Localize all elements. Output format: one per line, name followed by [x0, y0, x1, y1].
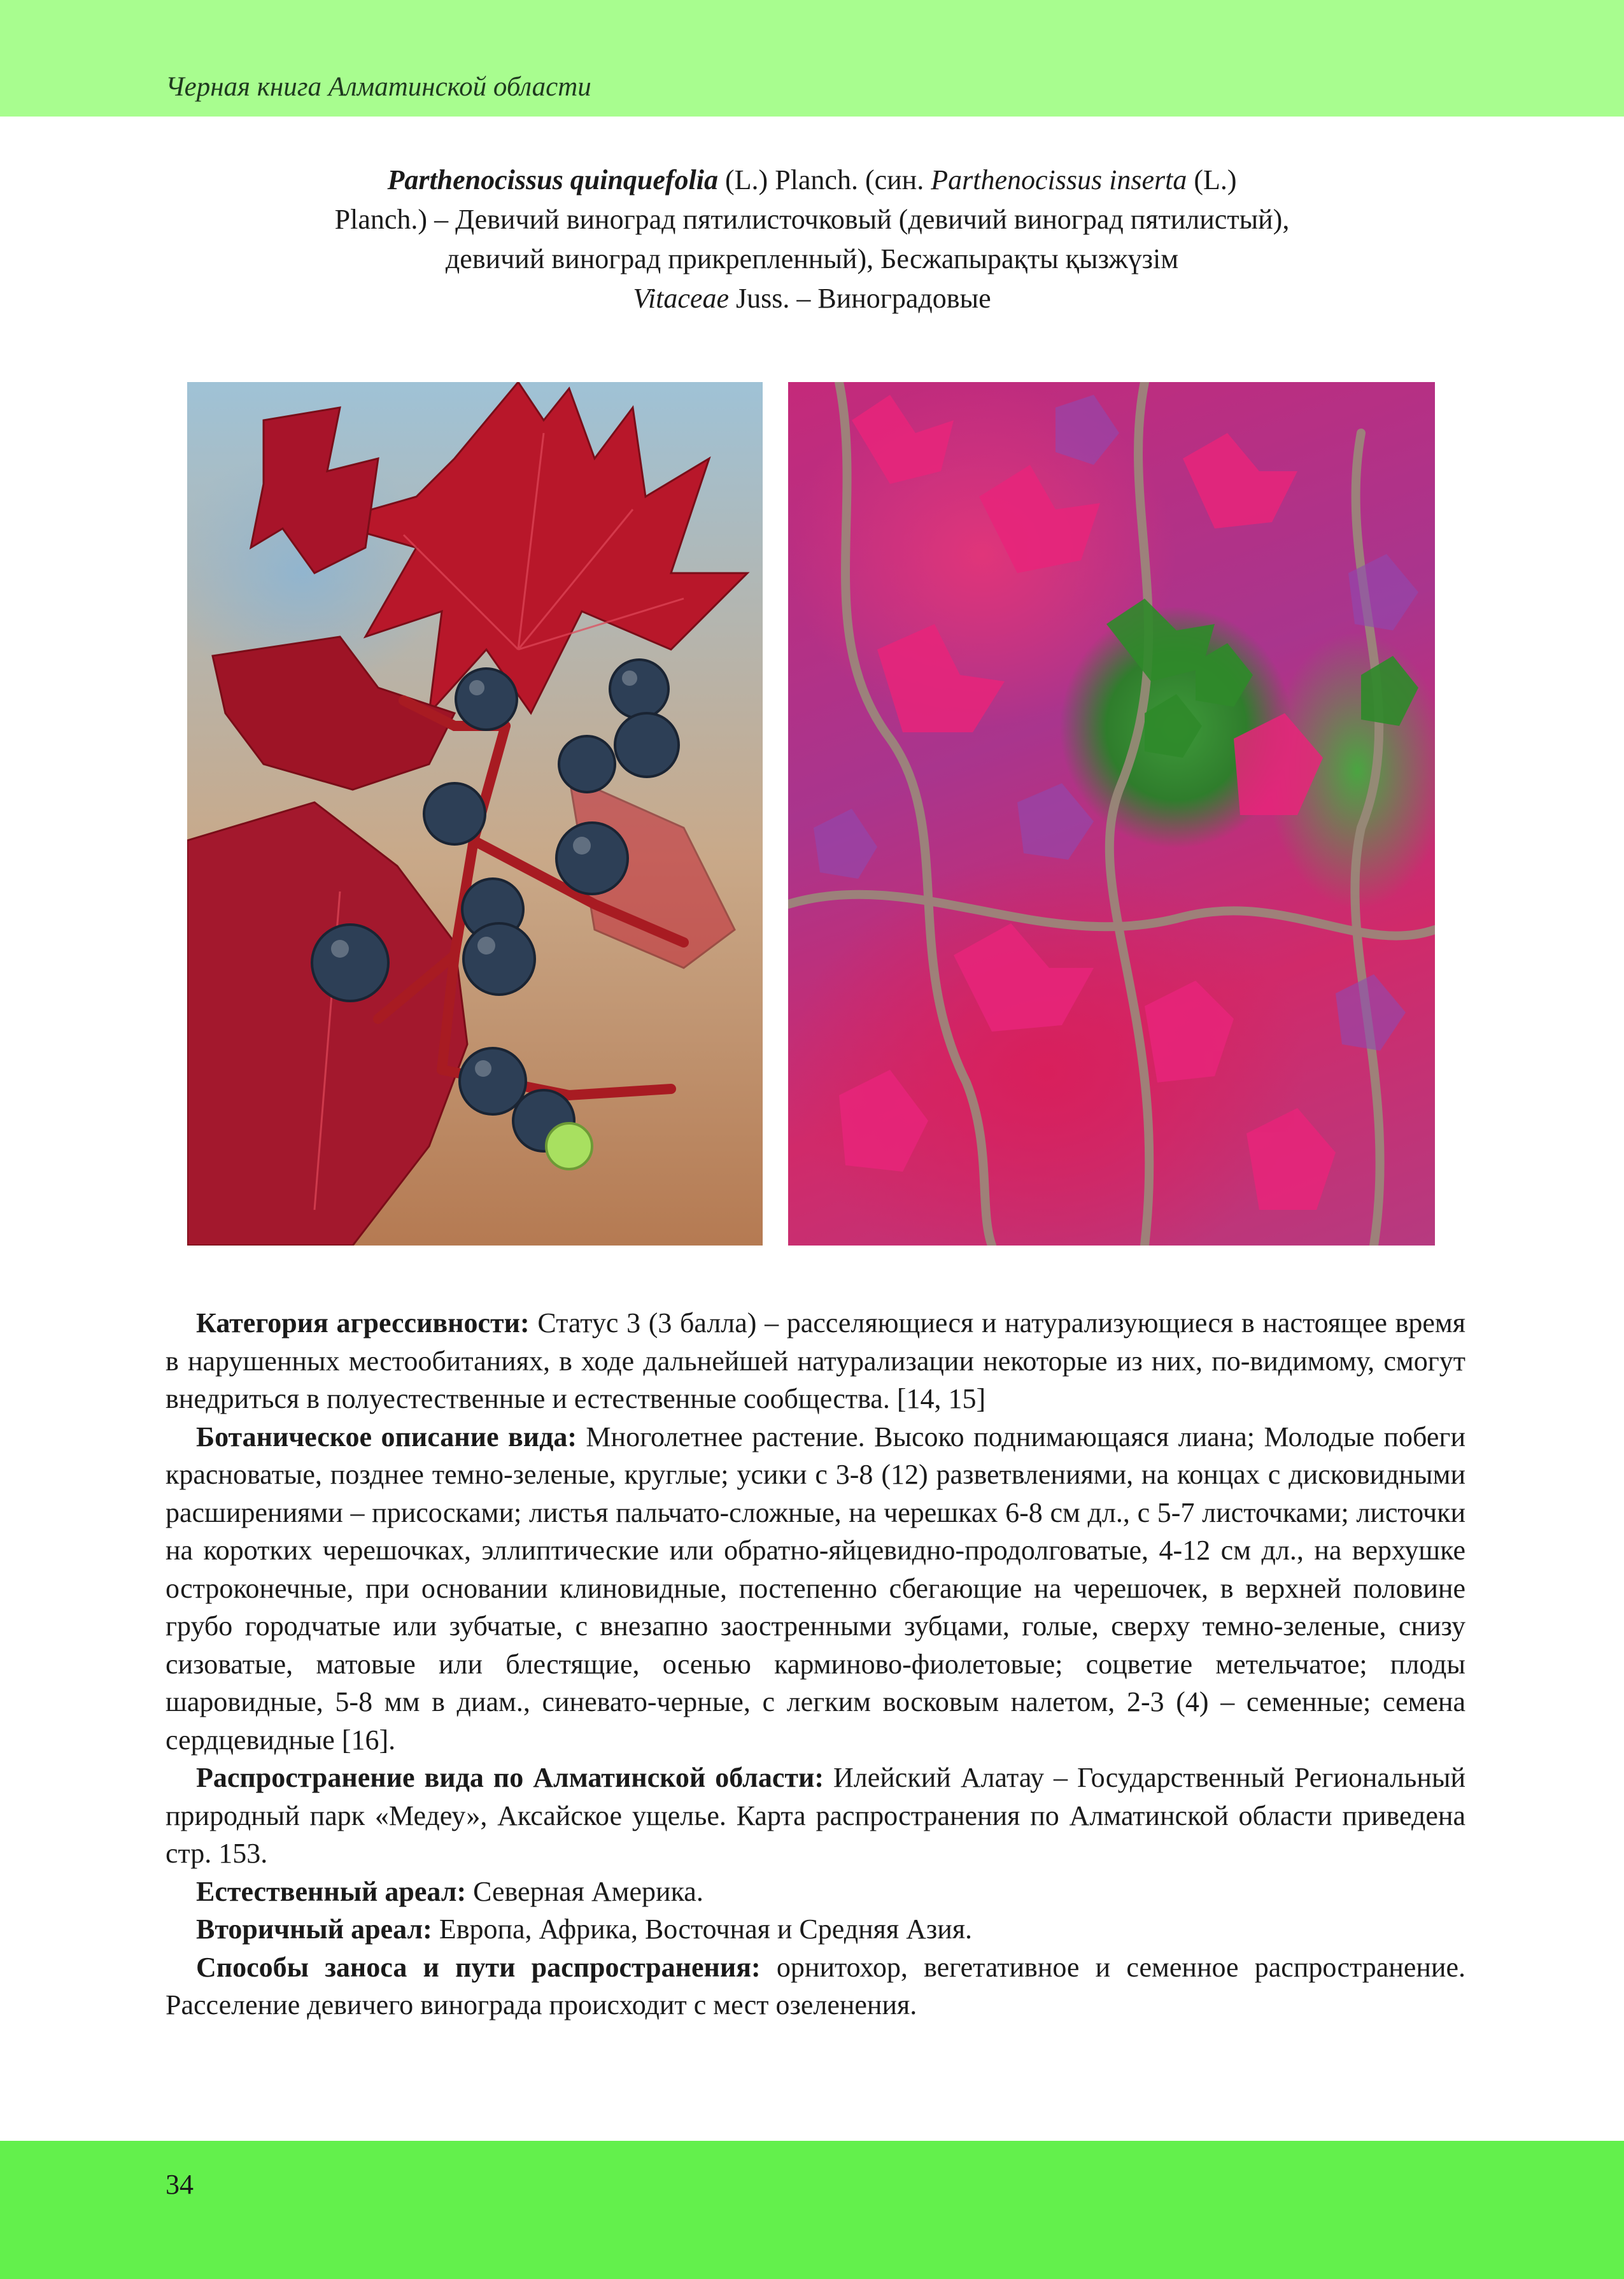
section-text: Илейский Алатау – Государственный Региональный природный парк «Медеу», Аксайское ущелье. Карта распространения по Алматинской области приведена стр. 153.	[166, 1762, 1465, 1869]
species-description	[166, 1304, 1465, 2024]
title-line-3: девичий виноград прикрепленный), Бесжапырақты қызжүзім	[445, 243, 1179, 274]
section-label: Ботаническое описание вида:	[196, 1421, 577, 1452]
section-label: Естественный ареал:	[196, 1875, 467, 1907]
section-secondary-range	[166, 1910, 1465, 1949]
section-label: Распространение вида по Алматинской области:	[196, 1762, 824, 1793]
photo-foliage	[788, 382, 1435, 1246]
species-title	[76, 160, 1548, 318]
photo-berries-illustration	[187, 382, 763, 1246]
footer-band	[0, 2141, 1624, 2279]
latin-author: (L.) Planch. (син.	[718, 164, 931, 195]
family-latin: Vitaceae	[633, 283, 729, 314]
running-head: Черная книга Алматинской области	[166, 72, 591, 102]
section-text: Многолетнее растение. Высоко поднимающаяся лиана; Молодые побеги красноватые, позднее темно-зеленые, круглые; усики с 3-8 (12) разветвлениями, на концах с дисковидными расширениями – присосками; листья пальчато-сложные, на черешках 6-8 см дл., с 5-7 листочками; листочки на коротких черешочках, эллиптические или обратно-яйцевидно-продолговатые, 4-12 см дл., на верхушке остроконечные, при основании клиновидные, постепенно сбегающие на черешочек, в верхней половине грубо городчатые или зубчатые, с внезапно заостренными зубцами, голые, сверху темно-зеленые, снизу сизоватые, матовые или блестящие, осенью карминово-фиолетовые; соцветие метельчатое; плоды шаровидные, 5-8 мм в диам., синевато-черные, с легким восковым налетом, 2-3 (4) – семенные; семена сердцевидные [16].	[166, 1421, 1465, 1756]
section-label: Вторичный ареал:	[196, 1913, 432, 1945]
section-aggressiveness	[166, 1304, 1465, 1418]
section-text: Северная Америка.	[466, 1875, 703, 1907]
title-line-4	[76, 279, 1548, 318]
section-label: Категория агрессивности:	[196, 1307, 530, 1338]
section-text: Европа, Африка, Восточная и Средняя Азия.	[432, 1913, 973, 1945]
section-text: Статус 3 (3 балла) – расселяющиеся и натурализующиеся в настоящее время в нарушенных местообитаниях, в ходе дальнейшей натурализации некоторые из них, по-видимому, смогут внедриться в полуестественные и естественные сообщества. [14, 15]	[166, 1307, 1465, 1414]
photo-berries	[187, 382, 763, 1246]
section-natural-range	[166, 1873, 1465, 1911]
section-botanical-description	[166, 1418, 1465, 1759]
title-line-1	[76, 160, 1548, 200]
section-introduction-pathways	[166, 1949, 1465, 2024]
synonym-name: Parthenocissus inserta	[931, 164, 1187, 195]
synonym-author: (L.)	[1187, 164, 1237, 195]
section-text: орнитохор, вегетативное и семенное распространение. Расселение девичего винограда происходит с мест озеленения.	[166, 1951, 1465, 2020]
latin-name: Parthenocissus quinquefolia	[387, 164, 719, 195]
section-label: Способы заноса и пути распространения:	[196, 1951, 761, 1983]
family-name: Juss. – Виноградовые	[729, 283, 991, 314]
page-number: 34	[166, 2169, 194, 2200]
title-line-2: Planch.) – Девичий виноград пятилисточковый (девичий виноград пятилистый),	[334, 204, 1290, 235]
photo-foliage-illustration	[788, 382, 1435, 1246]
section-distribution	[166, 1759, 1465, 1873]
